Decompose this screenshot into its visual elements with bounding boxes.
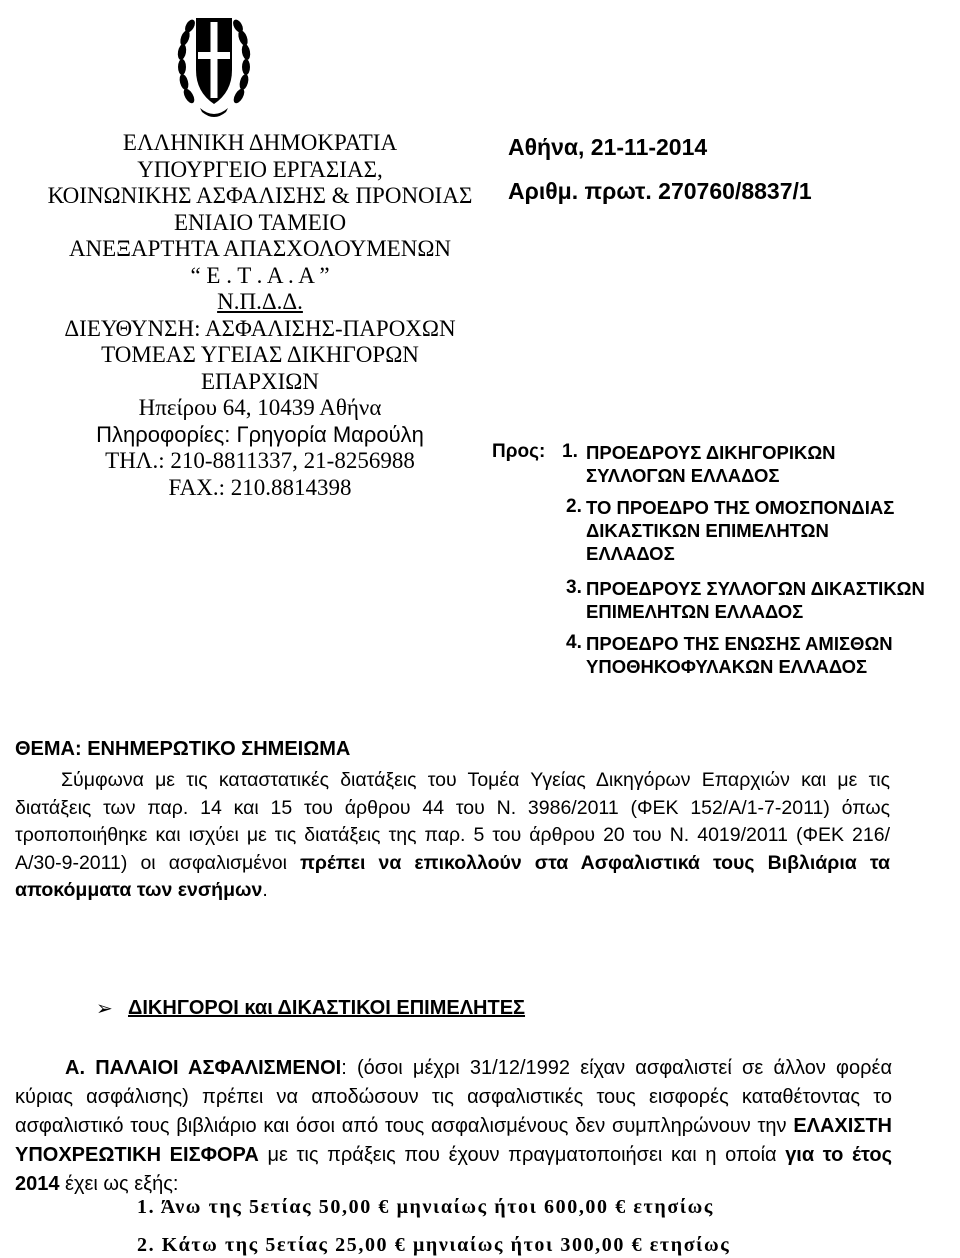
paragraph-emphasis: ΕΛΑΧΙΣΤΗ ΥΠΟΧΡΕΩΤΙΚΗ ΕΙΣΦΟΡΑ xyxy=(15,1115,892,1166)
subject-line: ΘΕΜΑ: ΕΝΗΜΕΡΩΤΙΚΟ ΣΗΜΕΙΩΜΑ xyxy=(15,738,351,760)
section-title: ΔΙΚΗΓΟΡΟΙ και ΔΙΚΑΣΤΙΚΟΙ ΕΠΙΜΕΛΗΤΕΣ xyxy=(128,997,526,1019)
recipient-number: 1. xyxy=(562,441,578,462)
sender-fax: FAX.: 210.8814398 xyxy=(168,474,352,500)
sender-line: ΚΟΙΝΩΝΙΚΗΣ ΑΣΦΑΛΙΣΗΣ & ΠΡΟΝΟΙΑΣ xyxy=(47,183,473,208)
paragraph-text: . xyxy=(262,879,268,901)
recipient-line: ΤΟ ΠΡΟΕΔΡΟ ΤΗΣ ΟΜΟΣΠΟΝΔΙΑΣ xyxy=(586,497,895,518)
sender-line: ΕΠΑΡΧΙΩΝ xyxy=(200,368,320,394)
recipient-line: ΠΡΟΕΔΡΟ ΤΗΣ ΕΝΩΣΗΣ ΑΜΙΣΘΩΝ xyxy=(586,633,893,654)
paragraph-emphasis: για το έτος 2014 xyxy=(15,1144,892,1195)
sender-line: ΥΠΟΥΡΓΕΙΟ ΕΡΓΑΣΙΑΣ, xyxy=(137,156,383,182)
protocol-number: Αριθμ. πρωτ. 270760/8837/1 xyxy=(508,178,812,204)
paragraph-text: έχει ως εξής: xyxy=(59,1173,179,1195)
greek-coat-of-arms-icon xyxy=(176,0,252,120)
sender-line: ΔΙΕΥΘΥΝΣΗ: ΑΣΦΑΛΙΣΗΣ-ΠΑΡΟΧΩΝ xyxy=(64,315,456,341)
recipient-item xyxy=(586,577,925,623)
sender-contact: Πληροφορίες: Γρηγορία Μαρούλη xyxy=(96,421,424,447)
sender-line: “ Ε . Τ . Α . Α ” xyxy=(190,262,330,288)
recipient-line: ΠΡΟΕΔΡΟΥΣ ΣΥΛΛΟΓΩΝ ΔΙΚΑΣΤΙΚΩΝ xyxy=(586,578,925,599)
recipient-line: ΔΙΚΑΣΤΙΚΩΝ ΕΠΙΜΕΛΗΤΩΝ xyxy=(586,520,829,541)
recipient-item xyxy=(586,441,836,487)
recipient-line: ΥΠΟΘΗΚΟΦΥΛΑΚΩΝ ΕΛΛΑΔΟΣ xyxy=(586,656,868,677)
recipients-label: Προς: xyxy=(492,441,546,462)
sender-line: Ν.Π.Δ.Δ. xyxy=(217,289,303,314)
recipient-item xyxy=(586,632,893,678)
recipient-line: ΠΡΟΕΔΡΟΥΣ ΔΙΚΗΓΟΡΙΚΩΝ xyxy=(586,442,836,463)
paragraph-lead: Α. ΠΑΛΑΙΟΙ ΑΣΦΑΛΙΣΜΕΝΟΙ xyxy=(65,1057,342,1079)
arrow-bullet-icon: ➢ xyxy=(96,998,113,1020)
sender-line: ΕΝΙΑΙΟ ΤΑΜΕΙΟ xyxy=(173,209,347,235)
document-date: Αθήνα, 21-11-2014 xyxy=(508,134,708,160)
body-paragraph xyxy=(15,1054,892,1199)
recipient-line: ΕΠΙΜΕΛΗΤΩΝ ΕΛΛΑΔΟΣ xyxy=(586,601,804,622)
paragraph-emphasis: πρέπει να επικολλούν στα Ασφαλιστικά τους Βιβλιάρια τα αποκόμματα των ενσήμων xyxy=(15,851,890,901)
recipient-number: 4. xyxy=(566,632,582,653)
paragraph-text: Σύμφωνα με τις καταστατικές διατάξεις του Τομέα Υγείας Δικηγόρων Επαρχιών και με τις διατάξεις των παρ. 14 και 15 του άρθρου 44 του Ν. 3986/2011 (ΦΕΚ 152/Α/1-7-2011) όπως τροποποιήθηκε και ισχύει με τις διατάξεις της παρ. 5 του άρθρου 20 του Ν. 4019/2011 (ΦΕΚ 216/Α/30-9-2011) οι ασφαλισμένοι xyxy=(15,769,890,874)
recipient-number: 3. xyxy=(566,577,582,598)
recipient-line: ΣΥΛΛΟΓΩΝ ΕΛΛΑΔΟΣ xyxy=(586,465,780,486)
recipient-number: 2. xyxy=(566,496,582,517)
sender-phone: ΤΗΛ.: 210-8811337, 21-8256988 xyxy=(105,448,415,473)
sender-line: ΑΝΕΞΑΡΤΗΤΑ ΑΠΑΣΧΟΛΟΥΜΕΝΩΝ xyxy=(68,236,452,261)
sender-line: ΤΟΜΕΑΣ ΥΓΕΙΑΣ ΔΙΚΗΓΟΡΩΝ xyxy=(101,342,419,367)
paragraph-text: με τις πράξεις που έχουν πραγματοποιήσει και η οποία xyxy=(258,1144,786,1166)
rate-item: 2. Κάτω της 5ετίας 25,00 € μηνιαίως ήτοι 300,00 € ετησίως xyxy=(137,1234,731,1256)
sender-block xyxy=(0,130,520,501)
paragraph-text: : (όσοι μέχρι 31/12/1992 είχαν ασφαλιστεί σε άλλον φορέα κύριας ασφάλισης) πρέπει να αποδώσουν τις ασφαλιστικές τους εισφορές καταθέτοντας το ασφαλιστικό τους βιβλιάριο και όσοι από τους ασφαλισμένους δεν συμπληρώνουν την xyxy=(15,1057,893,1137)
recipient-line: ΕΛΛΑΔΟΣ xyxy=(586,543,675,564)
rate-item: 1. Άνω της 5ετίας 50,00 € μηνιαίως ήτοι 600,00 € ετησίως xyxy=(137,1196,714,1218)
recipient-item xyxy=(586,496,894,565)
sender-address: Ηπείρου 64, 10439 Αθήνα xyxy=(138,395,382,420)
sender-line: ΕΛΛΗΝΙΚΗ ΔΗΜΟΚΡΑΤΙΑ xyxy=(122,130,398,155)
body-paragraph xyxy=(15,767,890,905)
